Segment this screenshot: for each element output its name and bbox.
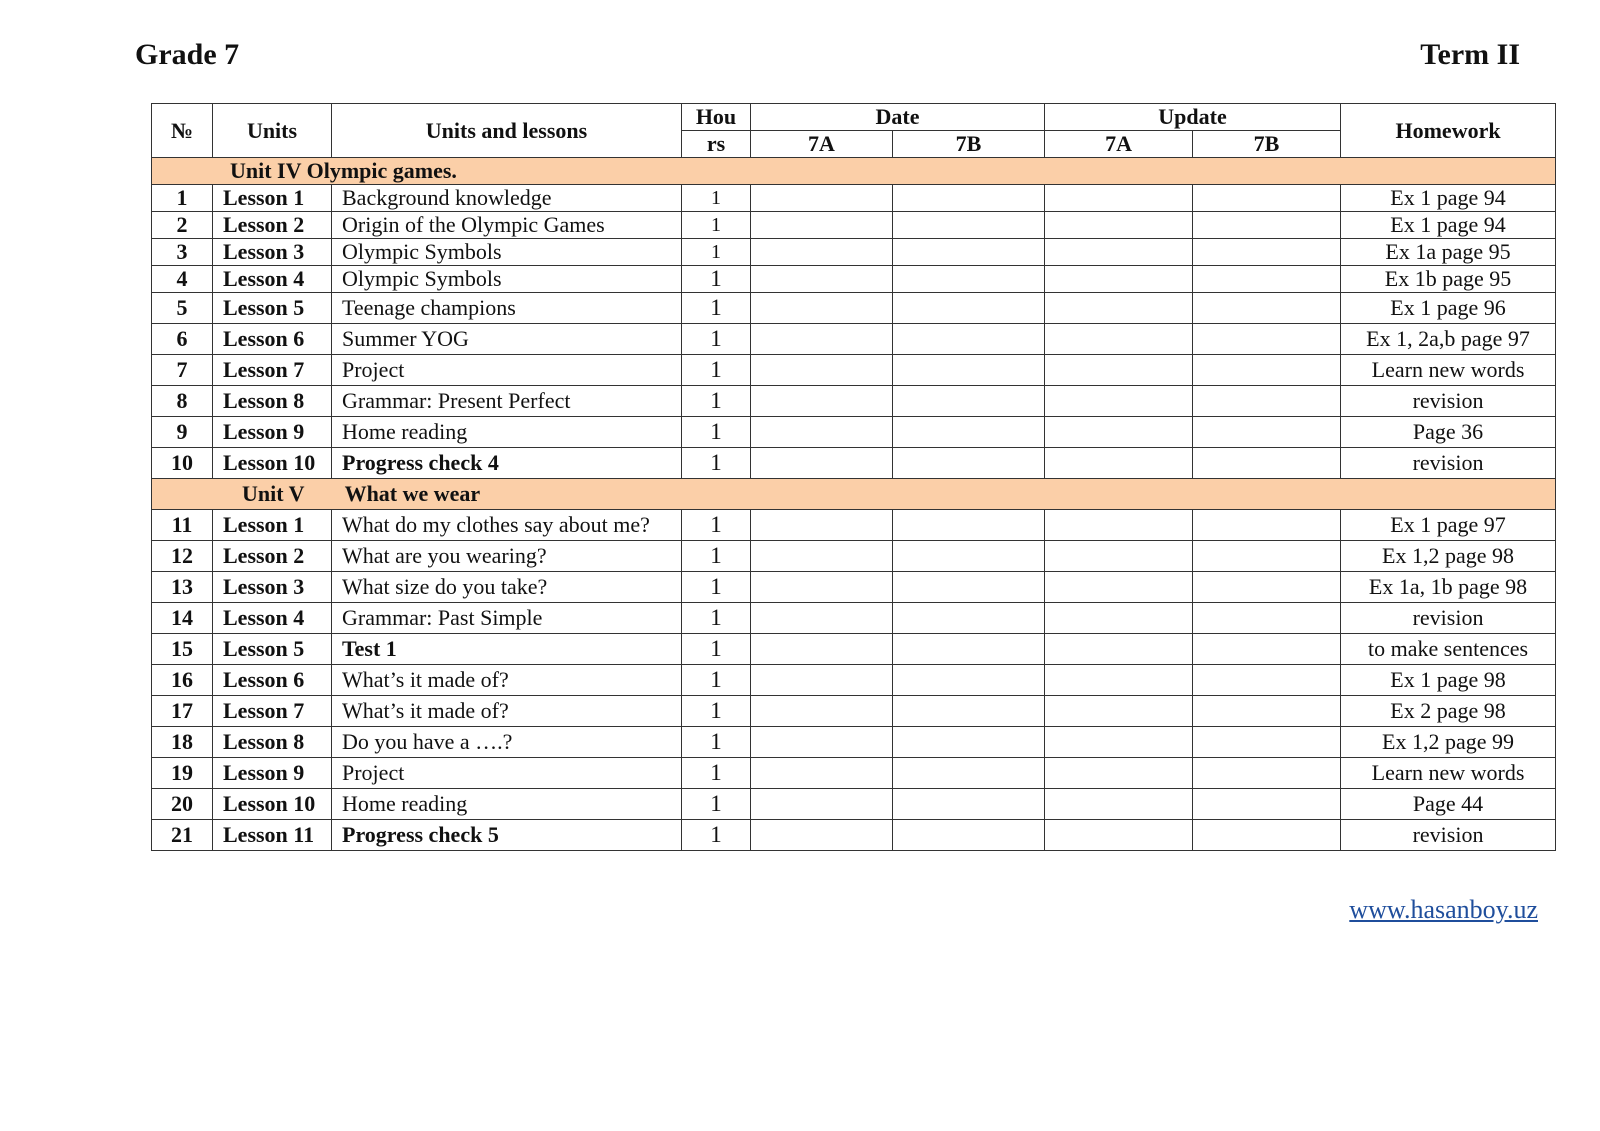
- row-homework: Ex 1a page 95: [1341, 239, 1556, 266]
- update-7a-cell[interactable]: [1045, 541, 1193, 572]
- row-hours: 1: [682, 510, 751, 541]
- row-homework: revision: [1341, 820, 1556, 851]
- row-homework: Ex 1 page 94: [1341, 212, 1556, 239]
- row-homework: revision: [1341, 448, 1556, 479]
- row-lesson: Lesson 5: [213, 634, 332, 665]
- table-row: [152, 355, 1556, 386]
- row-homework: revision: [1341, 603, 1556, 634]
- table-row: [152, 572, 1556, 603]
- table-row: [152, 727, 1556, 758]
- date-7a-cell[interactable]: [751, 239, 893, 266]
- date-7b-cell[interactable]: [893, 634, 1045, 665]
- row-hours: 1: [682, 266, 751, 293]
- row-lesson: Lesson 7: [213, 696, 332, 727]
- date-7b-cell[interactable]: [893, 293, 1045, 324]
- update-7b-cell[interactable]: [1193, 355, 1341, 386]
- table-row: [152, 634, 1556, 665]
- row-lesson: Lesson 9: [213, 758, 332, 789]
- date-7a-cell[interactable]: [751, 541, 893, 572]
- row-topic: Test 1: [332, 634, 682, 665]
- update-7a-cell[interactable]: [1045, 758, 1193, 789]
- row-number: 19: [152, 758, 213, 789]
- row-lesson: Lesson 3: [213, 572, 332, 603]
- update-7b-cell[interactable]: [1193, 572, 1341, 603]
- date-7a-cell[interactable]: [751, 789, 893, 820]
- row-number: 18: [152, 727, 213, 758]
- row-lesson: Lesson 6: [213, 665, 332, 696]
- date-7a-cell[interactable]: [751, 820, 893, 851]
- update-7b-cell[interactable]: [1193, 665, 1341, 696]
- date-7b-cell[interactable]: [893, 758, 1045, 789]
- row-number: 9: [152, 417, 213, 448]
- row-topic: What size do you take?: [332, 572, 682, 603]
- update-7a-cell[interactable]: [1045, 696, 1193, 727]
- row-hours: 1: [682, 293, 751, 324]
- table-row: [152, 324, 1556, 355]
- header-number: №: [152, 104, 213, 158]
- row-number: 12: [152, 541, 213, 572]
- row-homework: Ex 1,2 page 99: [1341, 727, 1556, 758]
- date-7b-cell[interactable]: [893, 820, 1045, 851]
- update-7a-cell[interactable]: [1045, 727, 1193, 758]
- row-number: 10: [152, 448, 213, 479]
- date-7a-cell[interactable]: [751, 386, 893, 417]
- row-number: 2: [152, 212, 213, 239]
- row-hours: 1: [682, 386, 751, 417]
- update-7a-cell[interactable]: [1045, 448, 1193, 479]
- date-7a-cell[interactable]: [751, 266, 893, 293]
- table-row: [152, 696, 1556, 727]
- update-7a-cell[interactable]: [1045, 603, 1193, 634]
- row-hours: 1: [682, 820, 751, 851]
- row-hours: 1: [682, 212, 751, 239]
- row-number: 17: [152, 696, 213, 727]
- table-row: [152, 212, 1556, 239]
- update-7b-cell[interactable]: [1193, 820, 1341, 851]
- date-7b-cell[interactable]: [893, 212, 1045, 239]
- row-topic: Project: [332, 758, 682, 789]
- lesson-plan-table: [151, 103, 1556, 851]
- update-7a-cell[interactable]: [1045, 185, 1193, 212]
- row-number: 11: [152, 510, 213, 541]
- term-title: Term II: [1420, 38, 1520, 71]
- row-number: 6: [152, 324, 213, 355]
- update-7a-cell[interactable]: [1045, 239, 1193, 266]
- row-hours: 1: [682, 541, 751, 572]
- update-7b-cell[interactable]: [1193, 293, 1341, 324]
- row-lesson: Lesson 6: [213, 324, 332, 355]
- date-7a-cell[interactable]: [751, 603, 893, 634]
- date-7b-cell[interactable]: [893, 696, 1045, 727]
- update-7b-cell[interactable]: [1193, 634, 1341, 665]
- row-homework: Ex 1 page 98: [1341, 665, 1556, 696]
- row-homework: Ex 1a, 1b page 98: [1341, 572, 1556, 603]
- row-number: 14: [152, 603, 213, 634]
- header-update-7b: 7B: [1193, 131, 1341, 158]
- update-7a-cell[interactable]: [1045, 789, 1193, 820]
- header-units-lessons: Units and lessons: [332, 104, 682, 158]
- row-homework: Ex 1 page 94: [1341, 185, 1556, 212]
- row-lesson: Lesson 8: [213, 386, 332, 417]
- row-topic: Grammar: Present Perfect: [332, 386, 682, 417]
- unit-v-title: What we wear: [344, 481, 481, 506]
- table-row: [152, 603, 1556, 634]
- update-7b-cell[interactable]: [1193, 758, 1341, 789]
- unit-v-row: [152, 479, 1556, 510]
- table-row: [152, 266, 1556, 293]
- table-row: [152, 239, 1556, 266]
- row-topic: Home reading: [332, 789, 682, 820]
- unit-iv-row: [152, 158, 1556, 185]
- update-7a-cell[interactable]: [1045, 510, 1193, 541]
- update-7a-cell[interactable]: [1045, 820, 1193, 851]
- row-lesson: Lesson 5: [213, 293, 332, 324]
- header-date-7b: 7B: [893, 131, 1045, 158]
- header-homework: Homework: [1341, 104, 1556, 158]
- update-7b-cell[interactable]: [1193, 324, 1341, 355]
- row-topic: Progress check 5: [332, 820, 682, 851]
- unit-v-label: Unit V: [242, 481, 305, 506]
- row-number: 5: [152, 293, 213, 324]
- row-topic: Progress check 4: [332, 448, 682, 479]
- website-link[interactable]: www.hasanboy.uz: [1349, 895, 1538, 924]
- row-topic: Olympic Symbols: [332, 239, 682, 266]
- row-hours: 1: [682, 572, 751, 603]
- row-lesson: Lesson 10: [213, 448, 332, 479]
- date-7a-cell[interactable]: [751, 293, 893, 324]
- row-topic: Teenage champions: [332, 293, 682, 324]
- table-row: [152, 510, 1556, 541]
- row-lesson: Lesson 3: [213, 239, 332, 266]
- update-7b-cell[interactable]: [1193, 212, 1341, 239]
- update-7a-cell[interactable]: [1045, 417, 1193, 448]
- row-lesson: Lesson 9: [213, 417, 332, 448]
- row-hours: 1: [682, 789, 751, 820]
- date-7b-cell[interactable]: [893, 727, 1045, 758]
- row-homework: revision: [1341, 386, 1556, 417]
- row-hours: 1: [682, 185, 751, 212]
- row-number: 7: [152, 355, 213, 386]
- row-homework: Learn new words: [1341, 758, 1556, 789]
- row-lesson: Lesson 7: [213, 355, 332, 386]
- update-7a-cell[interactable]: [1045, 266, 1193, 293]
- update-7a-cell[interactable]: [1045, 324, 1193, 355]
- date-7a-cell[interactable]: [751, 634, 893, 665]
- row-lesson: Lesson 4: [213, 603, 332, 634]
- date-7a-cell[interactable]: [751, 212, 893, 239]
- header-date: Date: [751, 104, 1045, 131]
- row-topic: What are you wearing?: [332, 541, 682, 572]
- date-7a-cell[interactable]: [751, 185, 893, 212]
- table-row: [152, 758, 1556, 789]
- table-row: [152, 185, 1556, 212]
- date-7b-cell[interactable]: [893, 239, 1045, 266]
- row-topic: Origin of the Olympic Games: [332, 212, 682, 239]
- row-lesson: Lesson 1: [213, 185, 332, 212]
- date-7a-cell[interactable]: [751, 665, 893, 696]
- row-hours: 1: [682, 417, 751, 448]
- row-number: 4: [152, 266, 213, 293]
- update-7b-cell[interactable]: [1193, 239, 1341, 266]
- update-7a-cell[interactable]: [1045, 212, 1193, 239]
- table-row: [152, 386, 1556, 417]
- row-topic: Home reading: [332, 417, 682, 448]
- date-7a-cell[interactable]: [751, 448, 893, 479]
- update-7b-cell[interactable]: [1193, 696, 1341, 727]
- table-row: [152, 417, 1556, 448]
- table-row: [152, 541, 1556, 572]
- date-7b-cell[interactable]: [893, 185, 1045, 212]
- update-7a-cell[interactable]: [1045, 386, 1193, 417]
- row-number: 20: [152, 789, 213, 820]
- header-hours-bottom: rs: [682, 131, 751, 158]
- table-row: [152, 820, 1556, 851]
- table-row: [152, 665, 1556, 696]
- row-number: 21: [152, 820, 213, 851]
- date-7b-cell[interactable]: [893, 665, 1045, 696]
- update-7b-cell[interactable]: [1193, 417, 1341, 448]
- row-topic: What’s it made of?: [332, 665, 682, 696]
- row-hours: 1: [682, 324, 751, 355]
- row-topic: Do you have a ….?: [332, 727, 682, 758]
- date-7b-cell[interactable]: [893, 603, 1045, 634]
- date-7b-cell[interactable]: [893, 572, 1045, 603]
- row-number: 16: [152, 665, 213, 696]
- row-homework: Ex 1b page 95: [1341, 266, 1556, 293]
- unit-iv-title: Unit IV Olympic games.: [152, 158, 1556, 185]
- row-lesson: Lesson 2: [213, 541, 332, 572]
- row-homework: Ex 1, 2a,b page 97: [1341, 324, 1556, 355]
- row-homework: Ex 1 page 96: [1341, 293, 1556, 324]
- date-7a-cell[interactable]: [751, 727, 893, 758]
- row-homework: Ex 1 page 97: [1341, 510, 1556, 541]
- row-lesson: Lesson 2: [213, 212, 332, 239]
- row-hours: 1: [682, 665, 751, 696]
- row-lesson: Lesson 8: [213, 727, 332, 758]
- row-homework: Ex 1,2 page 98: [1341, 541, 1556, 572]
- table-row: [152, 293, 1556, 324]
- header-hours-top: Hou: [682, 104, 751, 131]
- header-units: Units: [213, 104, 332, 158]
- row-topic: Project: [332, 355, 682, 386]
- row-topic: What’s it made of?: [332, 696, 682, 727]
- row-hours: 1: [682, 355, 751, 386]
- date-7a-cell[interactable]: [751, 324, 893, 355]
- row-lesson: Lesson 10: [213, 789, 332, 820]
- unit-v-heading: [152, 479, 1556, 510]
- update-7a-cell[interactable]: [1045, 634, 1193, 665]
- row-homework: Learn new words: [1341, 355, 1556, 386]
- row-number: 13: [152, 572, 213, 603]
- row-homework: Page 44: [1341, 789, 1556, 820]
- date-7a-cell[interactable]: [751, 696, 893, 727]
- date-7a-cell[interactable]: [751, 572, 893, 603]
- update-7b-cell[interactable]: [1193, 266, 1341, 293]
- row-hours: 1: [682, 448, 751, 479]
- date-7b-cell[interactable]: [893, 789, 1045, 820]
- row-number: 1: [152, 185, 213, 212]
- update-7a-cell[interactable]: [1045, 355, 1193, 386]
- date-7b-cell[interactable]: [893, 324, 1045, 355]
- row-hours: 1: [682, 727, 751, 758]
- update-7a-cell[interactable]: [1045, 665, 1193, 696]
- date-7b-cell[interactable]: [893, 355, 1045, 386]
- row-topic: What do my clothes say about me?: [332, 510, 682, 541]
- table-row: [152, 448, 1556, 479]
- date-7b-cell[interactable]: [893, 448, 1045, 479]
- date-7b-cell[interactable]: [893, 266, 1045, 293]
- row-number: 8: [152, 386, 213, 417]
- update-7b-cell[interactable]: [1193, 603, 1341, 634]
- row-number: 15: [152, 634, 213, 665]
- row-hours: 1: [682, 758, 751, 789]
- row-homework: Ex 2 page 98: [1341, 696, 1556, 727]
- update-7a-cell[interactable]: [1045, 293, 1193, 324]
- date-7b-cell[interactable]: [893, 510, 1045, 541]
- row-homework: Page 36: [1341, 417, 1556, 448]
- date-7b-cell[interactable]: [893, 386, 1045, 417]
- date-7b-cell[interactable]: [893, 417, 1045, 448]
- row-hours: 1: [682, 239, 751, 266]
- row-hours: 1: [682, 634, 751, 665]
- date-7a-cell[interactable]: [751, 510, 893, 541]
- update-7b-cell[interactable]: [1193, 727, 1341, 758]
- update-7a-cell[interactable]: [1045, 572, 1193, 603]
- update-7b-cell[interactable]: [1193, 510, 1341, 541]
- update-7b-cell[interactable]: [1193, 448, 1341, 479]
- row-topic: Summer YOG: [332, 324, 682, 355]
- table-row: [152, 789, 1556, 820]
- header-date-7a: 7A: [751, 131, 893, 158]
- row-topic: Background knowledge: [332, 185, 682, 212]
- update-7b-cell[interactable]: [1193, 185, 1341, 212]
- update-7b-cell[interactable]: [1193, 386, 1341, 417]
- row-homework: to make sentences: [1341, 634, 1556, 665]
- row-lesson: Lesson 4: [213, 266, 332, 293]
- row-topic: Olympic Symbols: [332, 266, 682, 293]
- date-7a-cell[interactable]: [751, 758, 893, 789]
- update-7b-cell[interactable]: [1193, 541, 1341, 572]
- date-7b-cell[interactable]: [893, 541, 1045, 572]
- row-lesson: Lesson 11: [213, 820, 332, 851]
- header-update-7a: 7A: [1045, 131, 1193, 158]
- date-7a-cell[interactable]: [751, 355, 893, 386]
- row-number: 3: [152, 239, 213, 266]
- row-hours: 1: [682, 696, 751, 727]
- row-topic: Grammar: Past Simple: [332, 603, 682, 634]
- row-lesson: Lesson 1: [213, 510, 332, 541]
- grade-title: Grade 7: [135, 38, 240, 71]
- date-7a-cell[interactable]: [751, 417, 893, 448]
- update-7b-cell[interactable]: [1193, 789, 1341, 820]
- row-hours: 1: [682, 603, 751, 634]
- header-update: Update: [1045, 104, 1341, 131]
